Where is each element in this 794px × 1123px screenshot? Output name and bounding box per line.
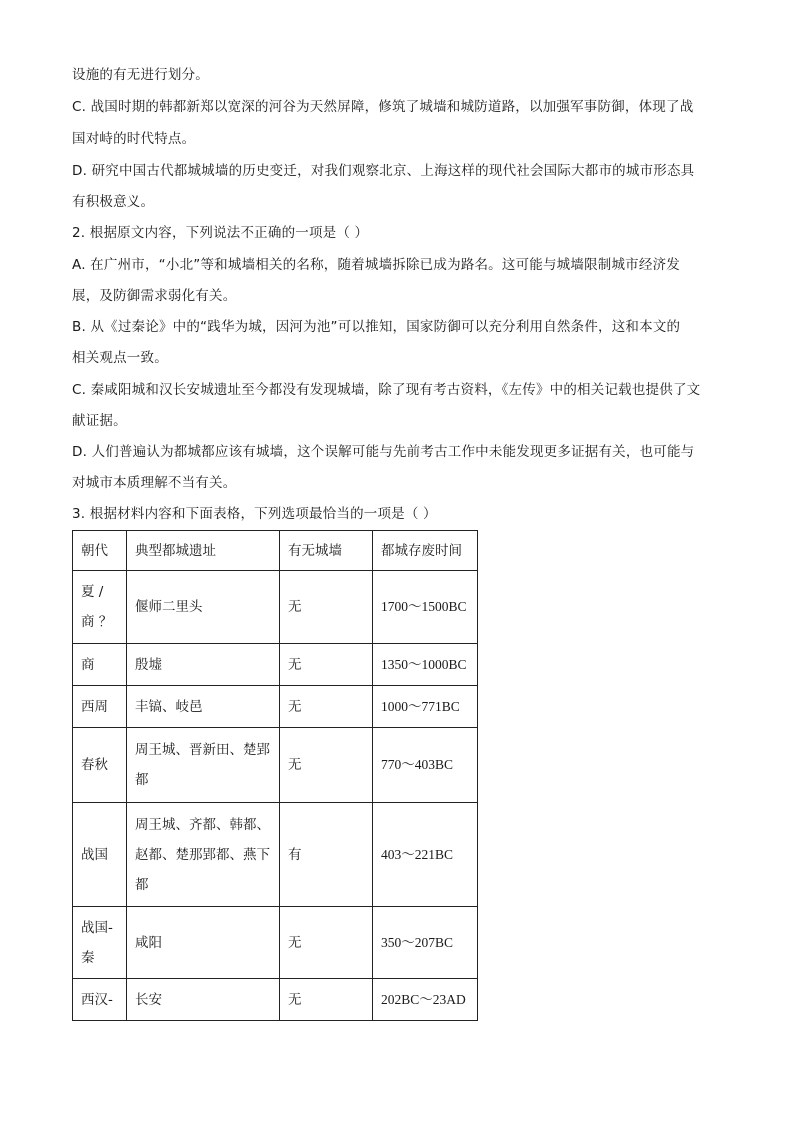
table-cell-walls: 无 [280,907,373,979]
table-cell-dynasty: 夏 / 商 ？ [73,571,127,644]
table-cell-site: 丰镐、岐邑 [127,686,280,728]
table-header-cell: 有无城墙 [280,531,373,571]
table-header-cell: 朝代 [73,531,127,571]
table-cell-dynasty: 战国 [73,803,127,907]
table-row [73,644,478,686]
table-cell-site: 偃师二里头 [127,571,280,644]
table-header-cell: 都城存废时间 [373,531,478,571]
table-row [73,907,478,979]
table-cell-period: 350～207BC [373,907,478,979]
q2-option-b-line-2: 相关观点一致。 [72,350,168,366]
capital-walls-table [72,530,478,1021]
table-cell-site: 周王城、晋新田、楚郢都 [127,728,280,803]
table-cell-walls: 无 [280,644,373,686]
table-cell-period: 1350～1000BC [373,644,478,686]
table-cell-dynasty: 西周 [73,686,127,728]
option-c-line-1: C. 战国时期的韩都新郑以宽深的河谷为天然屏障，修筑了城墙和城防道路，以加强军事防御，体现了战 [72,99,694,115]
table-cell-walls: 无 [280,686,373,728]
table-cell-period: 403～221BC [373,803,478,907]
option-c-line-2: 国对峙的时代特点。 [72,131,196,147]
q2-option-a-line-1: A. 在广州市，“小北”等和城墙相关的名称，随着城墙拆除已成为路名。这可能与城墙限制城市经济发 [72,257,680,273]
table-row [73,686,478,728]
table-cell-dynasty: 春秋 [73,728,127,803]
text-line: 设施的有无进行划分。 [72,67,209,83]
table-cell-site: 长安 [127,979,280,1021]
table-row [73,979,478,1021]
table-cell-period: 770～403BC [373,728,478,803]
table-cell-period: 1000～771BC [373,686,478,728]
q2-option-d-line-1: D. 人们普遍认为都城都应该有城墙，这个误解可能与先前考古工作中未能发现更多证据有关，也可能与 [72,444,695,460]
table-header-row [73,531,478,571]
option-d-line-2: 有积极意义。 [72,194,155,210]
table-cell-site: 咸阳 [127,907,280,979]
table-row [73,728,478,803]
question-2: 2. 根据原文内容，下列说法不正确的一项是（ ） [72,225,369,241]
table-row [73,571,478,644]
table-header-cell: 典型都城遗址 [127,531,280,571]
table-cell-walls: 无 [280,979,373,1021]
q2-option-a-line-2: 展，及防御需求弱化有关。 [72,288,237,304]
table-cell-period: 1700～1500BC [373,571,478,644]
q2-option-d-line-2: 对城市本质理解不当有关。 [72,475,237,491]
question-3: 3. 根据材料内容和下面表格，下列选项最恰当的一项是（ ） [72,506,437,522]
table-cell-walls: 无 [280,728,373,803]
table-cell-walls: 无 [280,571,373,644]
q2-option-c-line-1: C. 秦咸阳城和汉长安城遗址至今都没有发现城墙，除了现有考古资料，《左传》中的相关记载也提供了文 [72,382,701,398]
table-row [73,803,478,907]
table-cell-site: 殷墟 [127,644,280,686]
table-cell-dynasty: 战国-秦 [73,907,127,979]
q2-option-b-line-1: B. 从《过秦论》中的“践华为城，因河为池”可以推知，国家防御可以充分利用自然条件，这和本文的 [72,319,681,335]
table-cell-period: 202BC～23AD [373,979,478,1021]
table-cell-walls: 有 [280,803,373,907]
table-cell-dynasty: 西汉- [73,979,127,1021]
option-d-line-1: D. 研究中国古代都城城墙的历史变迁，对我们观察北京、上海这样的现代社会国际大都市的城市形态具 [72,163,695,179]
table-cell-site: 周王城、齐都、韩都、赵都、楚那郢都、燕下都 [127,803,280,907]
q2-option-c-line-2: 献证据。 [72,413,127,429]
table-cell-dynasty: 商 [73,644,127,686]
